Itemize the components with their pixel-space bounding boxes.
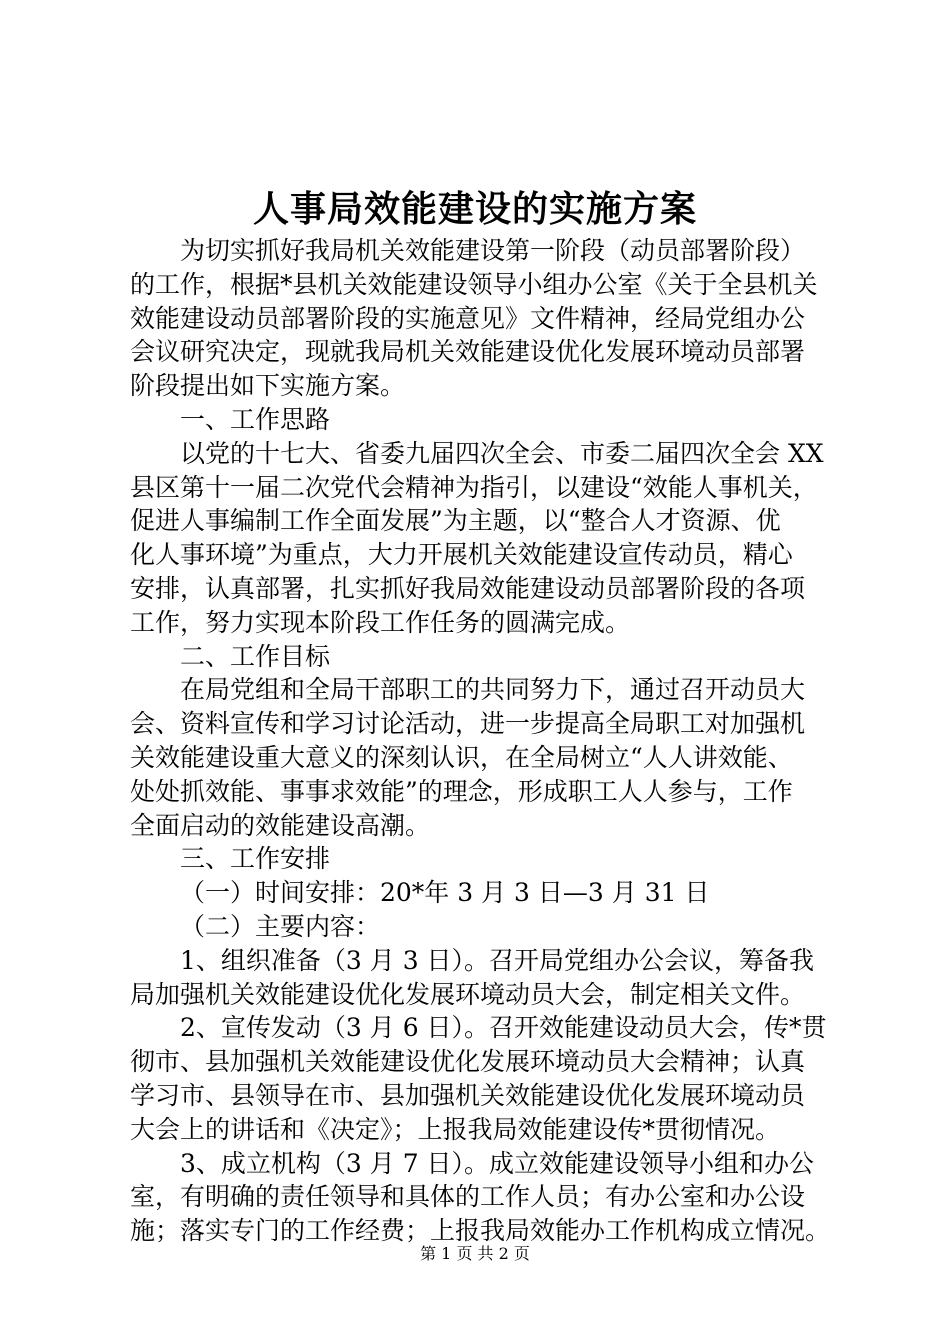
- body-line: 的工作，根据*县机关效能建设领导小组办公室《关于全县机关: [130, 269, 818, 299]
- body-line: 工作，努力实现本阶段工作任务的圆满完成。: [130, 607, 631, 637]
- body-line: 3、成立机构（3 月 7 日）。成立效能建设领导小组和办公: [180, 1148, 815, 1178]
- body-line: 在局党组和全局干部职工的共同努力下，通过召开动员大: [180, 675, 806, 705]
- body-line: 阶段提出如下实施方案。: [130, 371, 406, 401]
- body-line: 以党的十七大、省委九届四次全会、市委二届四次全会 XX: [180, 438, 824, 468]
- body-line: 局加强机关效能建设优化发展环境动员大会，制定相关文件。: [130, 979, 806, 1009]
- body-line: 一、工作思路: [180, 404, 331, 434]
- body-line: 县区第十一届二次党代会精神为指引，以建设“效能人事机关，: [130, 472, 818, 502]
- body-line: 大会上的讲话和《决定》；上报我局效能建设传*贯彻情况。: [130, 1114, 781, 1144]
- body-line: 室，有明确的责任领导和具体的工作人员；有办公室和办公设: [130, 1182, 806, 1212]
- body-line: 学习市、县领导在市、县加强机关效能建设优化发展环境动员: [130, 1080, 806, 1110]
- body-line: 全面启动的效能建设高潮。: [130, 810, 431, 840]
- body-line: 会、资料宣传和学习讨论活动，进一步提高全局职工对加强机: [130, 709, 806, 739]
- body-line: 二、工作目标: [180, 641, 331, 671]
- body-line: 处处抓效能、事事求效能”的理念，形成职工人人参与，工作: [130, 776, 793, 806]
- body-line: （一）时间安排：20*年 3 月 3 日—3 月 31 日: [180, 878, 710, 908]
- body-line: 彻市、县加强机关效能建设优化发展环境动员大会精神；认真: [130, 1047, 806, 1077]
- body-line: 为切实抓好我局机关效能建设第一阶段（动员部署阶段）: [180, 236, 806, 265]
- body-line: 效能建设动员部署阶段的实施意见》文件精神，经局党组办公: [130, 303, 806, 333]
- document-body: [130, 234, 830, 1248]
- body-line: 关效能建设重大意义的深刻认识，在全局树立“人人讲效能、: [130, 742, 793, 772]
- body-line: 化人事环境”为重点，大力开展机关效能建设宣传动员，精心: [130, 540, 793, 570]
- body-line: 施；落实专门的工作经费；上报我局效能办工作机构成立情况。: [130, 1216, 830, 1246]
- page-footer: 第 1 页 共 2 页: [420, 1244, 530, 1263]
- body-line: 安排，认真部署，扎实抓好我局效能建设动员部署阶段的各项: [130, 573, 806, 603]
- body-line: 会议研究决定，现就我局机关效能建设优化发展环境动员部署: [130, 337, 806, 367]
- body-line: 2、宣传发动（3 月 6 日）。召开效能建设动员大会，传*贯: [180, 1013, 827, 1043]
- document-title: 人事局效能建设的实施方案: [252, 188, 697, 230]
- body-line: （二）主要内容：: [180, 911, 381, 941]
- body-line: 1、组织准备（3 月 3 日）。召开局党组办公会议，筹备我: [180, 945, 815, 975]
- body-line: 促进人事编制工作全面发展”为主题，以“整合人才资源、优: [130, 506, 781, 536]
- body-line: 三、工作安排: [180, 844, 331, 874]
